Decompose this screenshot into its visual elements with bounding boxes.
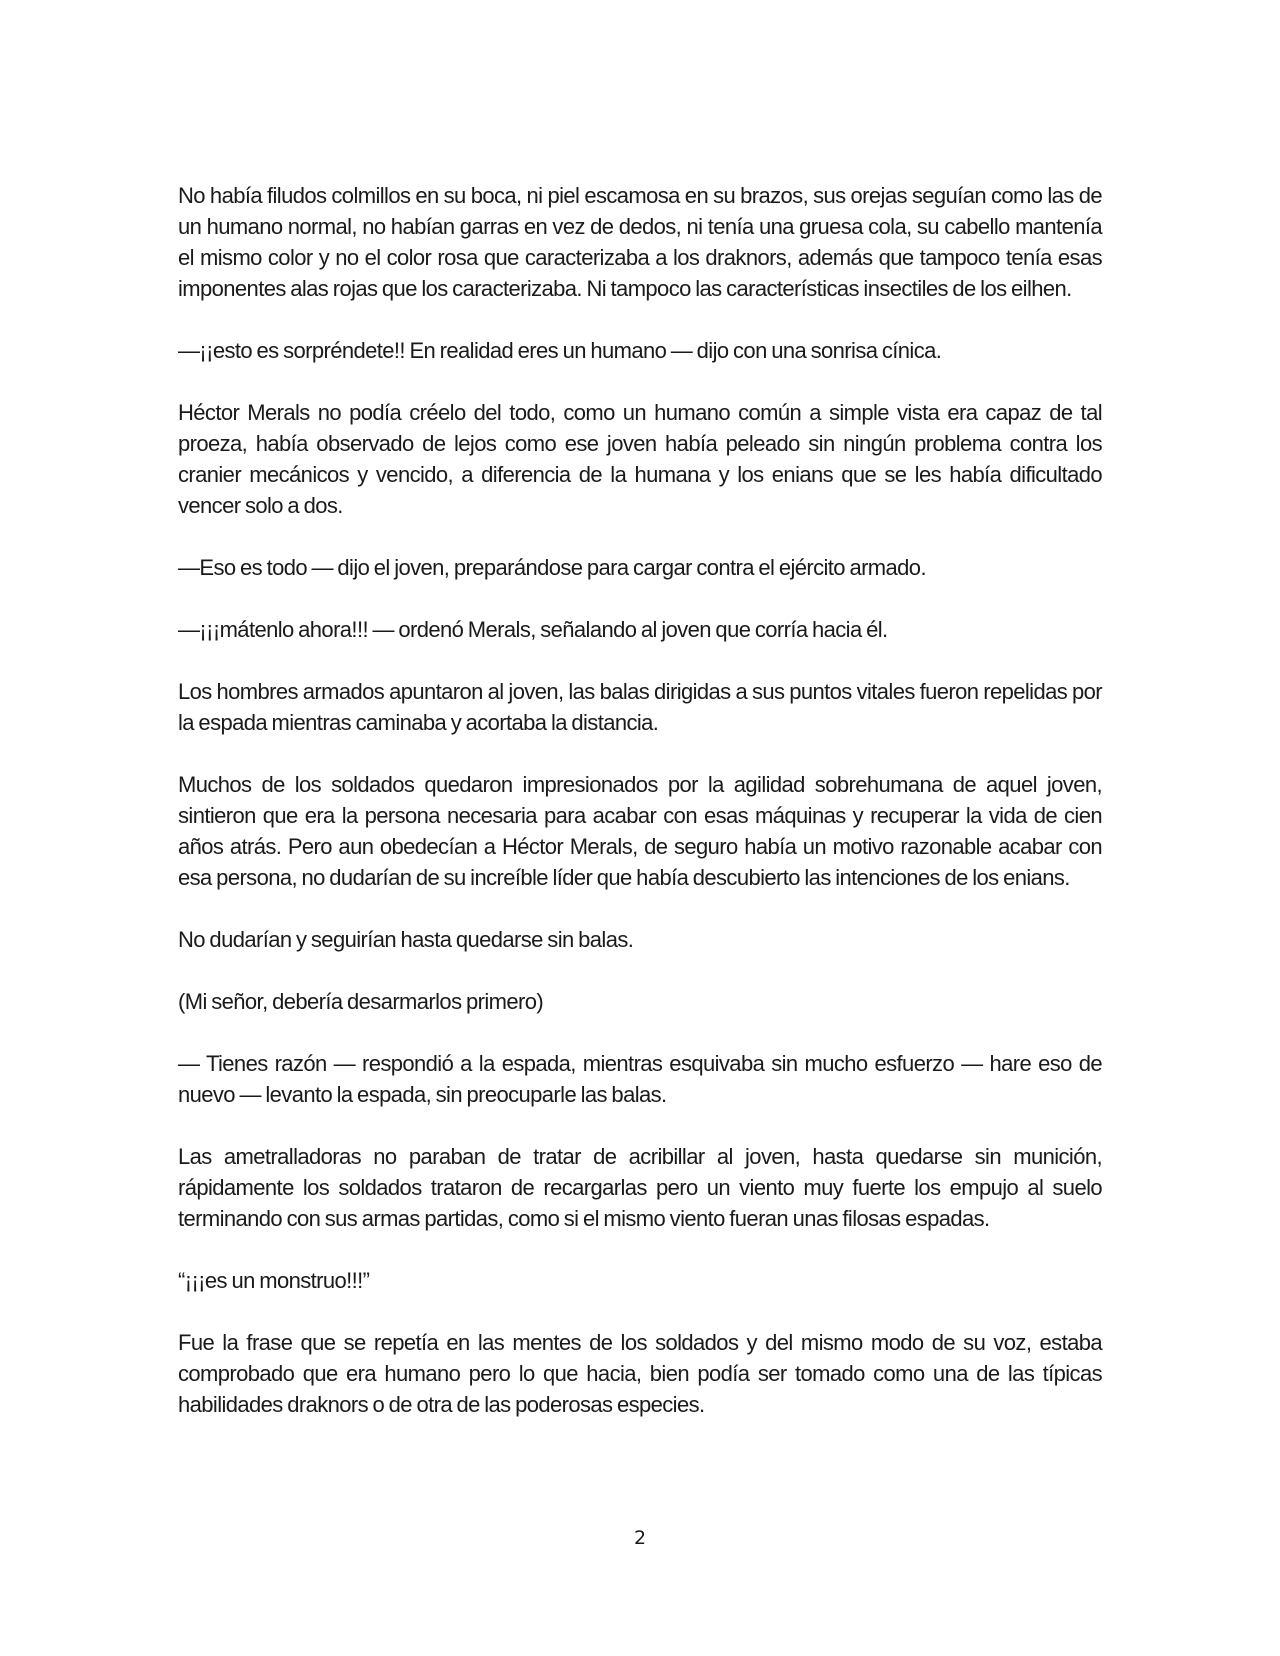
paragraph-13: Fue la frase que se repetía en las mentes de los soldados y del mismo modo de su voz, estaba comprobado que era humano pero lo que hacia, bien podía ser tomado como una de las típicas habilidades draknors o de otra de las poderosas especies. [178, 1330, 1102, 1417]
paragraph-3: Héctor Merals no podía créelo del todo, como un humano común a simple vista era capaz de tal proeza, había observado de lejos como ese joven había peleado sin ningún problema contra los cranier mecánicos y vencido, a diferencia de la humana y los enians que se les había dificultado vencer solo a dos. [178, 400, 1102, 518]
paragraph-11: Las ametralladoras no paraban de tratar de acribillar al joven, hasta quedarse sin munición, rápidamente los soldados trataron de recargarlas pero un viento muy fuerte los empujo al suelo terminando con sus armas partidas, como si el mismo viento fueran unas filosas espadas. [178, 1144, 1102, 1231]
paragraph-2: —¡¡esto es sorpréndete!! En realidad eres un humano — dijo con una sonrisa cínica. [178, 338, 942, 363]
paragraph-6: Los hombres armados apuntaron al joven, las balas dirigidas a sus puntos vitales fueron repelidas por la espada mientras caminaba y acortaba la distancia. [178, 679, 1102, 735]
paragraph-8: No dudarían y seguirían hasta quedarse sin balas. [178, 927, 634, 952]
body-text [178, 180, 1102, 1451]
paragraph-12: “¡¡¡es un monstruo!!!” [178, 1268, 370, 1293]
paragraph-10: — Tienes razón — respondió a la espada, mientras esquivaba sin mucho esfuerzo — hare eso de nuevo — levanto la espada, sin preocuparle las balas. [178, 1051, 1102, 1107]
page-number: 2 [633, 1527, 647, 1549]
paragraph-4: —Eso es todo — dijo el joven, preparándose para cargar contra el ejército armado. [178, 555, 926, 580]
paragraph-9: (Mi señor, debería desarmarlos primero) [178, 989, 544, 1014]
paragraph-5: —¡¡¡mátenlo ahora!!! — ordenó Merals, señalando al joven que corría hacia él. [178, 617, 888, 642]
paragraph-1: No había filudos colmillos en su boca, ni piel escamosa en su brazos, sus orejas seguían como las de un humano normal, no habían garras en vez de dedos, ni tenía una gruesa cola, su cabello mantenía el mismo color y no el color rosa que caracterizaba a los draknors, además que tampoco tenía esas imponentes alas rojas que los caracterizaba. Ni tampoco las características insectiles de los eilhen. [178, 183, 1102, 301]
paragraph-7: Muchos de los soldados quedaron impresionados por la agilidad sobrehumana de aquel joven, sintieron que era la persona necesaria para acabar con esas máquinas y recuperar la vida de cien años atrás. Pero aun obedecían a Héctor Merals, de seguro había un motivo razonable acabar con esa persona, no dudarían de su increíble líder que había descubierto las intenciones de los enians. [178, 772, 1102, 890]
